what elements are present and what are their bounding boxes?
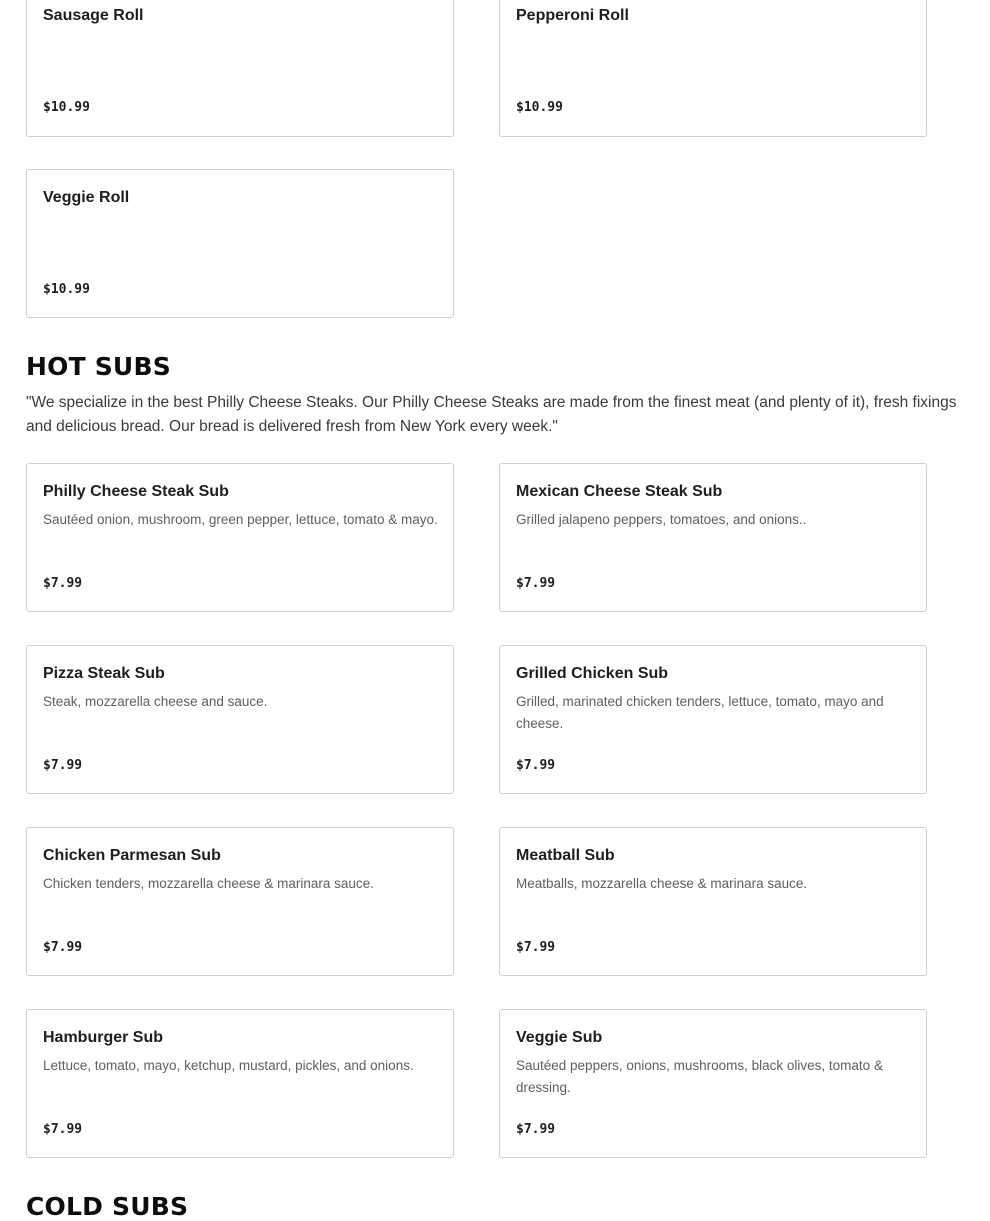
menu-item-card[interactable] [26, 463, 454, 612]
menu-item-description: Sautéed onion, mushroom, green pepper, lettuce, tomato & mayo. [43, 512, 438, 527]
menu-item-name: Philly Cheese Steak Sub [43, 483, 229, 500]
menu-item-name: Sausage Roll [43, 7, 144, 24]
menu-item-card[interactable] [26, 827, 454, 976]
section-title-hot-subs: HOT SUBS [26, 352, 171, 381]
menu-item-name: Pizza Steak Sub [43, 665, 165, 682]
menu-item-description: Grilled jalapeno peppers, tomatoes, and onions.. [516, 512, 807, 527]
menu-item-name: Hamburger Sub [43, 1029, 164, 1046]
menu-item-price: $7.99 [43, 576, 83, 591]
menu-item-name: Grilled Chicken Sub [516, 665, 669, 682]
menu-item-card[interactable] [499, 463, 927, 612]
menu-item-name: Pepperoni Roll [516, 7, 629, 24]
menu-item-card[interactable] [499, 827, 927, 976]
menu-item-price: $10.99 [43, 282, 90, 297]
menu-item-description: Sautéed peppers, onions, mushrooms, black olives, tomato & dressing. [516, 1058, 883, 1095]
menu-item-description: Meatballs, mozzarella cheese & marinara sauce. [516, 876, 808, 891]
menu-item-card[interactable] [499, 645, 927, 794]
menu-item-price: $7.99 [516, 758, 556, 773]
menu-item-card[interactable] [26, 1009, 454, 1158]
section-title-cold-subs: COLD SUBS [26, 1192, 189, 1221]
menu-item-name: Meatball Sub [516, 847, 615, 864]
menu-item-name: Veggie Roll [43, 189, 130, 206]
menu-item-price: $7.99 [43, 940, 83, 955]
menu-item-price: $7.99 [516, 940, 556, 955]
menu-item-card[interactable] [26, 645, 454, 794]
menu-item-price: $7.99 [43, 758, 83, 773]
menu-item-card[interactable] [26, 169, 454, 318]
menu-item-price: $7.99 [516, 576, 556, 591]
menu-item-card[interactable] [499, 1009, 927, 1158]
menu-item-card[interactable] [499, 0, 927, 137]
menu-item-description: Grilled, marinated chicken tenders, lettuce, tomato, mayo and cheese. [516, 694, 884, 731]
menu-item-price: $10.99 [516, 100, 563, 115]
section-description: "We specialize in the best Philly Cheese Steaks. Our Philly Cheese Steaks are made from the finest meat (and plenty of it), fresh fixings and delicious bread. Our bread is delivered fresh from New York every week." [26, 394, 957, 435]
menu-item-card[interactable] [26, 0, 454, 137]
menu-item-name: Veggie Sub [516, 1029, 603, 1046]
menu-item-price: $7.99 [43, 1122, 83, 1137]
menu-item-name: Chicken Parmesan Sub [43, 847, 221, 864]
menu-item-price: $10.99 [43, 100, 90, 115]
menu-item-name: Mexican Cheese Steak Sub [516, 483, 723, 500]
menu-item-price: $7.99 [516, 1122, 556, 1137]
menu-item-description: Chicken tenders, mozzarella cheese & marinara sauce. [43, 876, 374, 891]
menu-item-description: Lettuce, tomato, mayo, ketchup, mustard, pickles, and onions. [43, 1058, 414, 1073]
menu-item-description: Steak, mozzarella cheese and sauce. [43, 694, 268, 709]
